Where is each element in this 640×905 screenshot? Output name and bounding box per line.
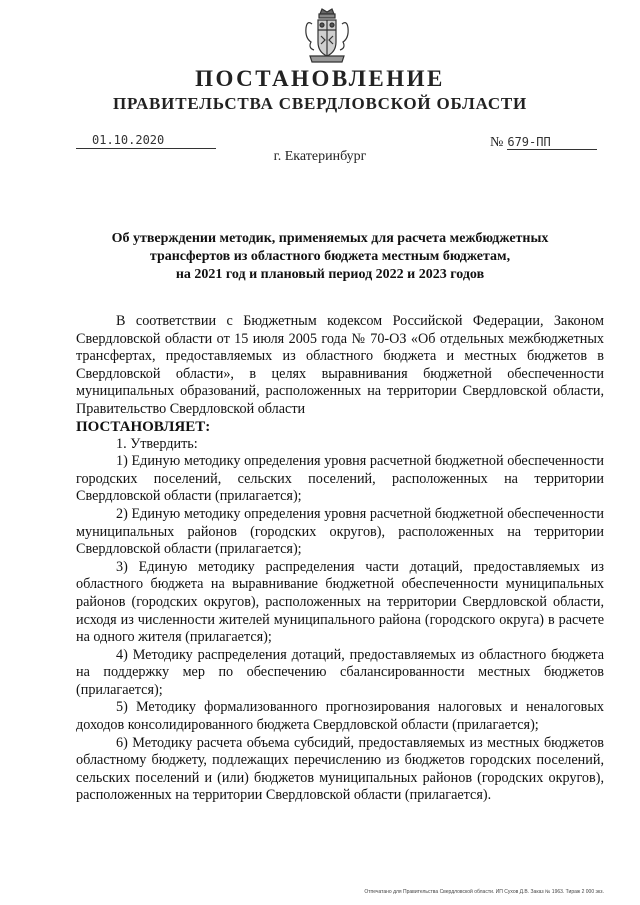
document-title-line: Об утверждении методик, применяемых для расчета межбюджетных [111,231,549,246]
coat-of-arms-icon [302,6,352,66]
list-item: 2) Единую методику определения уровня расчетной бюджетной обеспеченности муниципальных районов (городских округов), расположенных на территории Свердловской области (прилагается); [76,505,604,558]
issuing-authority: ПРАВИТЕЛЬСТВА СВЕРДЛОВСКОЙ ОБЛАСТИ [112,94,528,113]
item-intro: 1. Утвердить: [116,435,198,452]
date-value: 01.10.2020 [92,133,165,147]
preamble: В соответствии с Бюджетным кодексом Российской Федерации, Законом Свердловской области от 15 июля 2005 года № 70-ОЗ «Об отдельных межбюджетных трансфертах, предоставляемых из областного бюджета и местных бюджетов в Свердловской области», в целях выравнивания бюджетной обеспеченности муниципальных образований, расположенных на территории Свердловской области, Правительство Свердловской области [76,313,604,417]
number-sign: № [490,135,504,150]
document-title-line: на 2021 год и плановый период 2022 и 2023 годов [175,267,485,282]
document-body [76,313,604,805]
list-item: 6) Методику расчета объема субсидий, предоставляемых из местных бюджетов областному бюджету, подлежащих перечислению из бюджетов городских поселений, сельских поселений и (или) бюджетов муниципальных районов (городских округов), расположенных на территории Свердловской области (прилагается). [76,734,604,804]
list-item: 4) Методику распределения дотаций, предоставляемых из областного бюджета на поддержку мер по обеспечению сбалансированности местных бюджетов (прилагается); [76,646,604,698]
document-title-line: трансфертов из областного бюджета местным бюджетам, [149,249,511,264]
list-item: 3) Единую методику распределения части дотаций, предоставляемых из областного бюджета на выравнивание бюджетной обеспеченности муниципальных районов (городских округов), расположенных на территории Свердловской области, исходя из численности жителей муниципального района (городского округа) в расчете на одного жителя (прилагается); [76,558,604,646]
city: г. Екатеринбург [273,149,367,164]
print-note: Отпечатано для Правительства Свердловской области. ИП Сухов Д.В. Заказ № 1963. Тираж 2 000 экз. [364,889,604,895]
document-title [90,230,570,284]
list-item: 1) Единую методику определения уровня расчетной бюджетной обеспеченности городских поселений, сельских поселений, расположенных на территории Свердловской области (прилагается); [76,453,604,505]
date-field [76,133,216,149]
decree-word: ПОСТАНОВЛЯЕТ: [76,418,211,435]
number-value: 679-ПП [507,135,597,150]
list-item: 5) Методику формализованного прогнозирования налоговых и неналоговых доходов консолидированного бюджета Свердловской области (прилагается); [76,699,604,734]
document-type-title: ПОСТАНОВЛЕНИЕ [195,66,445,91]
